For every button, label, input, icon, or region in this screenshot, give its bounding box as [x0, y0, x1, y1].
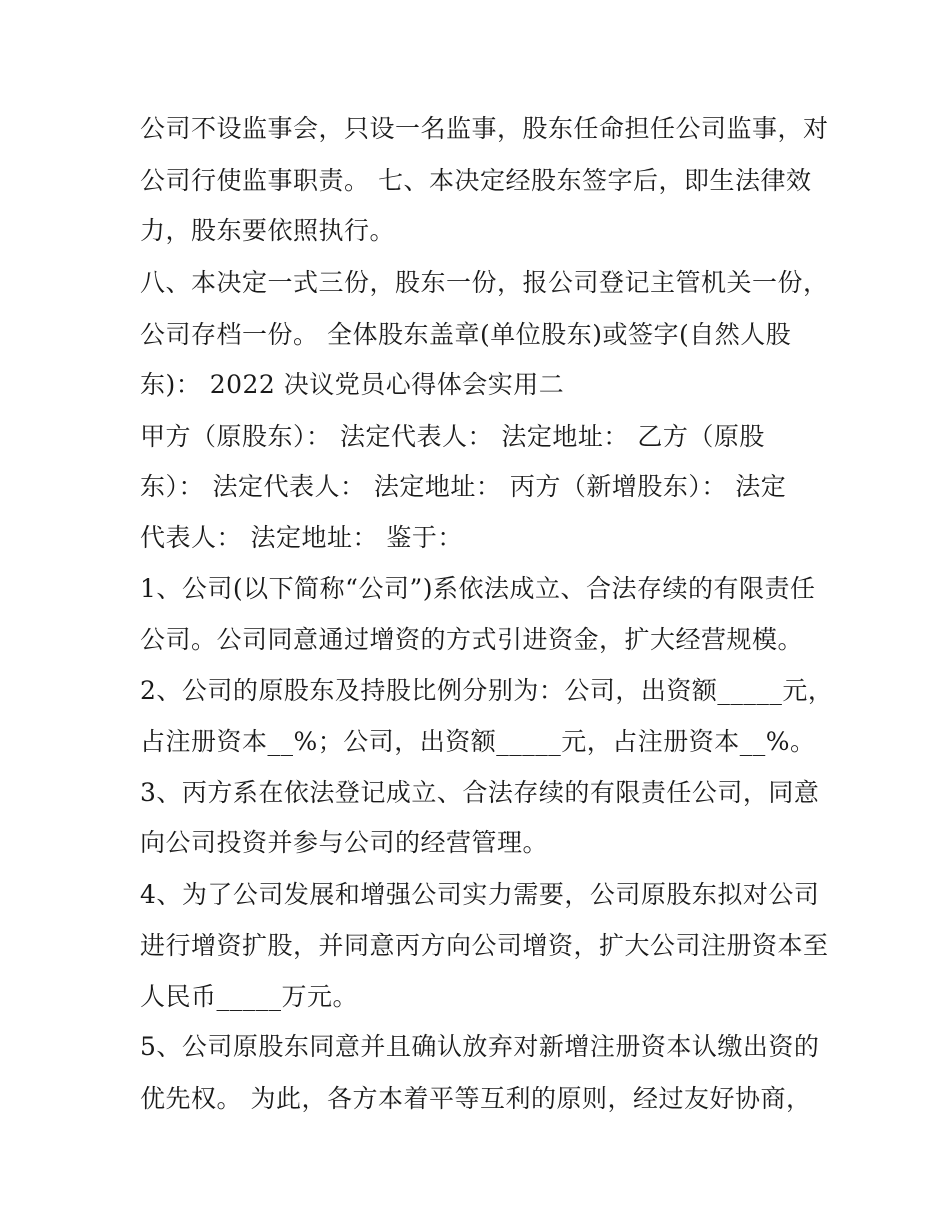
text-line: 人民币_____万元。 — [140, 982, 359, 1011]
text-line: 东）： 法定代表人： 法定地址： 丙方（新增股东）： 法定 — [140, 472, 787, 501]
text-line: 公司行使监事职责。 七、本决定经股东签字后，即生法律效 — [140, 166, 812, 195]
text-line: 八、本决定一式三份，股东一份，报公司登记主管机关一份， — [140, 268, 829, 297]
text-line: 占注册资本__%；公司，出资额_____元，占注册资本__%。 — [140, 727, 816, 756]
text-line: 甲方（原股东）： 法定代表人： 法定地址： 乙方（原股 — [140, 422, 765, 451]
text-line: 东)： 2022 决议党员心得体会实用二 — [140, 370, 565, 399]
text-line: 2、公司的原股东及持股比例分别为：公司，出资额_____元， — [140, 676, 834, 705]
text-line: 进行增资扩股，并同意丙方向公司增资，扩大公司注册资本至 — [140, 931, 829, 960]
text-line: 公司存档一份。 全体股东盖章(单位股东)或签字(自然人股 — [140, 320, 792, 349]
text-line: 4、为了公司发展和增强公司实力需要，公司原股东拟对公司 — [140, 880, 820, 909]
text-line: 公司。公司同意通过增资的方式引进资金，扩大经营规模。 — [140, 625, 804, 654]
text-line: 公司不设监事会，只设一名监事，股东任命担任公司监事，对 — [140, 114, 829, 143]
text-line: 优先权。 为此，各方本着平等互利的原则，经过友好协商， — [140, 1084, 812, 1113]
text-line: 5、公司原股东同意并且确认放弃对新增注册资本认缴出资的 — [140, 1032, 820, 1061]
text-line: 向公司投资并参与公司的经营管理。 — [140, 828, 549, 857]
text-line: 1、公司(以下简称“公司”)系依法成立、合法存续的有限责任 — [140, 574, 816, 603]
text-line: 3、丙方系在依法登记成立、合法存续的有限责任公司，同意 — [140, 778, 820, 807]
text-line: 代表人： 法定地址： 鉴于： — [140, 523, 463, 552]
text-line: 力，股东要依照执行。 — [140, 216, 396, 245]
